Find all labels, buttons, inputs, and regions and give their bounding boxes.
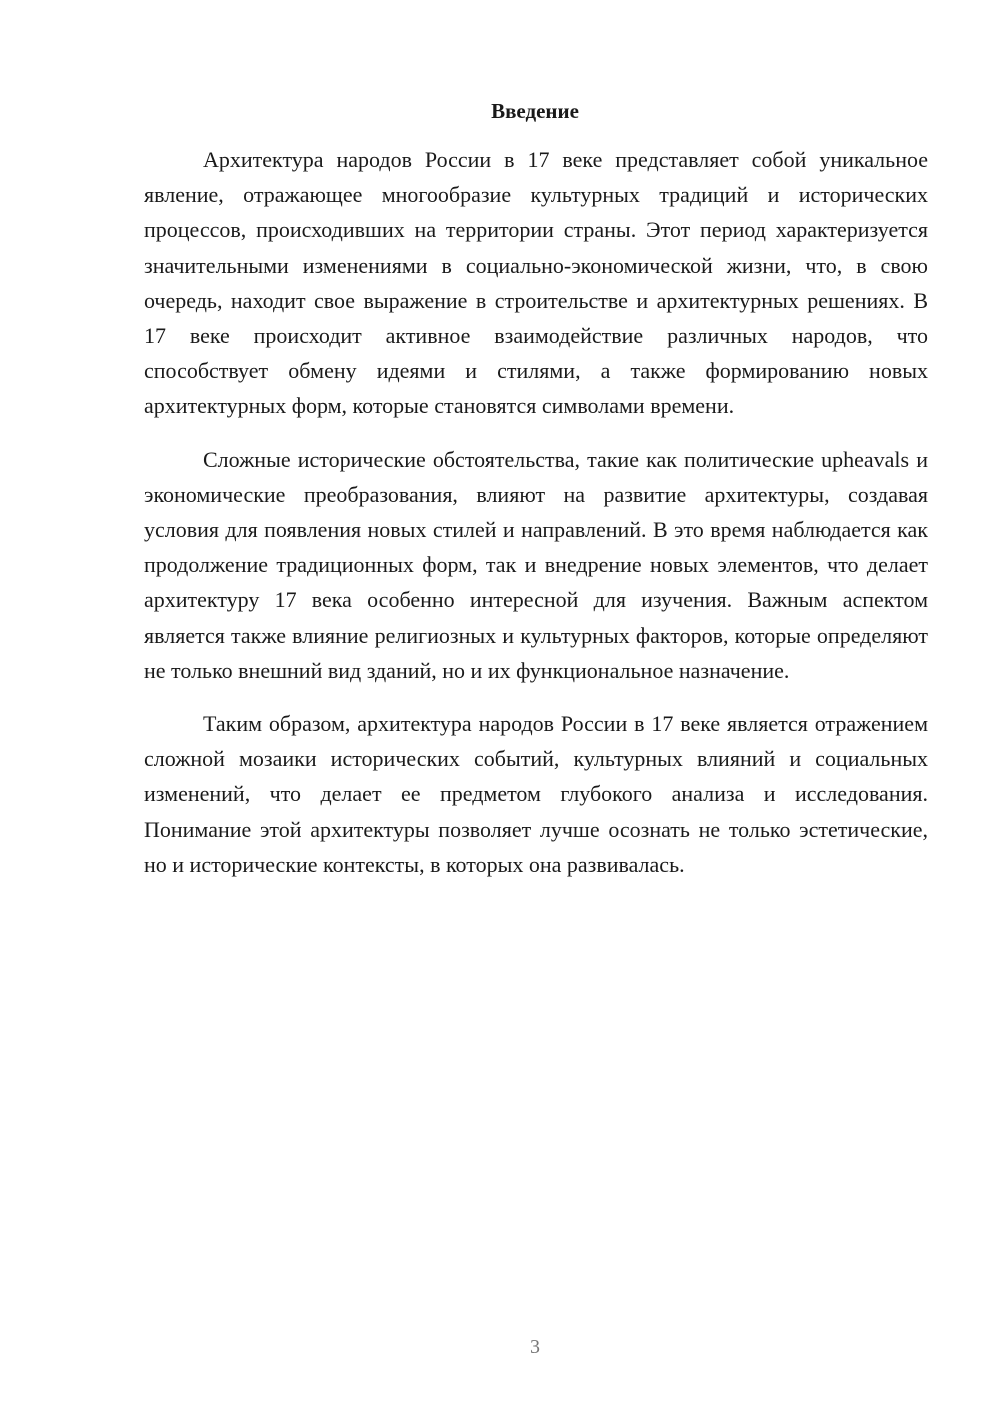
paragraph-1: Архитектура народов России в 17 веке представляет собой уникальное явление, отражающее многообразие культурных традиций и исторических процессов, происходивших на территории страны. Этот период характеризуется значительными изменениями в социально-экономической жизни, что, в свою очередь, находит свое выражение в строительстве и архитектурных решениях. В 17 веке происходит активное взаимодействие различных народов, что способствует обмену идеями и стилями, а также формированию новых архитектурных форм, которые становятся символами времени.: [144, 147, 928, 419]
page-number: 3: [530, 1336, 540, 1358]
paragraph-3: Таким образом, архитектура народов России в 17 веке является отражением сложной мозаики исторических событий, культурных влияний и социальных изменений, что делает ее предметом глубокого анализа и исследования. Понимание этой архитектуры позволяет лучше осознать не только эстетические, но и исторические контексты, в которых она развивалась.: [144, 711, 928, 877]
body-text: [144, 142, 928, 882]
page-title: Введение: [491, 99, 579, 123]
paragraph-2: Сложные исторические обстоятельства, такие как политические upheavals и экономические преобразования, влияют на развитие архитектуры, создавая условия для появления новых стилей и направлений. В это время наблюдается как продолжение традиционных форм, так и внедрение новых элементов, что делает архитектуру 17 века особенно интересной для изучения. Важным аспектом является также влияние религиозных и культурных факторов, которые определяют не только внешний вид зданий, но и их функциональное назначение.: [144, 446, 928, 683]
